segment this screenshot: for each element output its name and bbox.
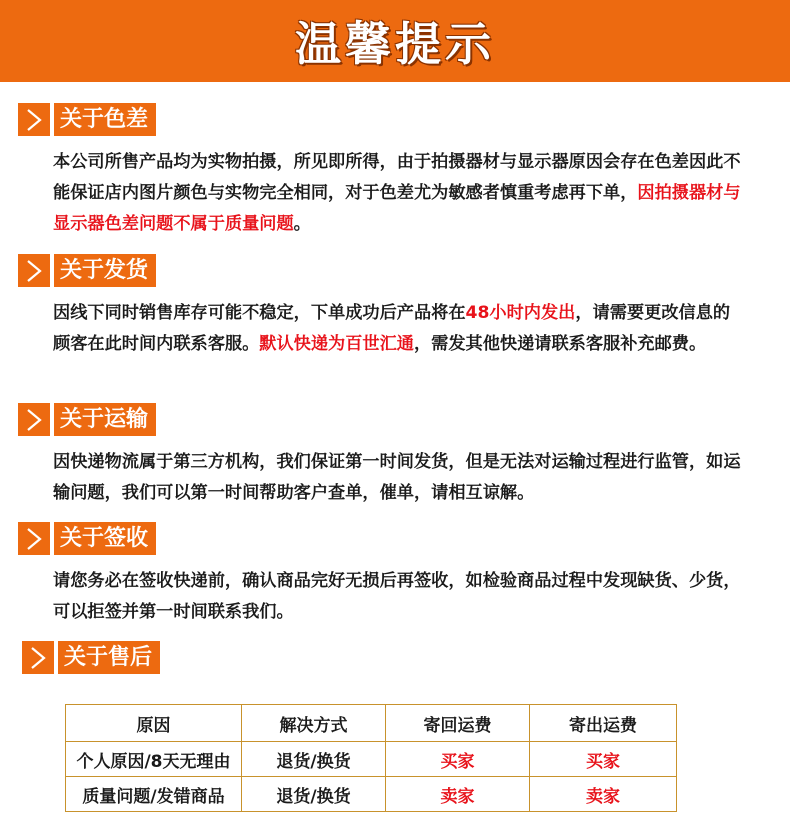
table-cell: 卖家 xyxy=(386,777,530,812)
header-banner xyxy=(0,0,790,82)
section-label: 关于售后 xyxy=(58,641,160,674)
body-text: ，请需要更改信息的顾客在此时间内联系客服。 xyxy=(53,303,731,354)
section-body-shipping xyxy=(53,298,743,360)
section-heading-signing xyxy=(18,522,156,555)
section-heading-color-difference xyxy=(18,103,156,136)
chevron-right-icon xyxy=(18,403,50,436)
table-header-cell: 解决方式 xyxy=(242,705,386,742)
table-cell: 退货/换货 xyxy=(242,742,386,777)
section-body-signing xyxy=(53,566,743,628)
chevron-right-icon xyxy=(22,641,54,674)
section-body-color-difference xyxy=(53,147,743,240)
page-title: 温馨提示 xyxy=(295,17,495,71)
highlight-text: 默认快递为百世汇通 xyxy=(259,334,414,354)
section-heading-shipping xyxy=(18,254,156,287)
table-header-row xyxy=(66,705,677,742)
section-heading-transport xyxy=(18,403,156,436)
table-header-cell: 原因 xyxy=(66,705,242,742)
body-text: 。 xyxy=(293,214,311,234)
highlight-text: 因拍摄器材与显示器色差问题不属于质量问题 xyxy=(53,183,741,234)
table-row xyxy=(66,742,677,777)
chevron-right-icon xyxy=(18,103,50,136)
body-text: 请您务必在签收快递前，确认商品完好无损后再签收，如检验商品过程中发现缺货、少货，可以拒签并第一时间联系我们。 xyxy=(53,571,741,622)
table-cell: 卖家 xyxy=(530,777,677,812)
body-text: ，需发其他快递请联系客服补充邮费。 xyxy=(413,334,707,354)
highlight-text: 48小时内发出 xyxy=(465,303,576,323)
body-text: 本公司所售产品均为实物拍摄，所见即所得，由于拍摄器材与显示器原因会存在色差因此不能保证店内图片颜色与实物完全相同，对于色差尤为敏感者慎重考虑再下单， xyxy=(53,152,741,203)
table-cell: 个人原因/8天无理由 xyxy=(66,742,242,777)
table-cell: 退货/换货 xyxy=(242,777,386,812)
table-header-cell: 寄回运费 xyxy=(386,705,530,742)
section-body-transport xyxy=(53,447,743,509)
table-cell: 买家 xyxy=(530,742,677,777)
table-cell: 质量问题/发错商品 xyxy=(66,777,242,812)
table-header-cell: 寄出运费 xyxy=(530,705,677,742)
chevron-right-icon xyxy=(18,522,50,555)
section-label: 关于发货 xyxy=(54,254,156,287)
section-label: 关于运输 xyxy=(54,403,156,436)
body-text: 因快递物流属于第三方机构，我们保证第一时间发货，但是无法对运输过程进行监管，如运输问题，我们可以第一时间帮助客户查单，催单，请相互谅解。 xyxy=(53,452,741,503)
chevron-right-icon xyxy=(18,254,50,287)
section-heading-after-sales xyxy=(22,641,160,674)
body-text: 因线下同时销售库存可能不稳定，下单成功后产品将在 xyxy=(53,303,466,323)
section-label: 关于签收 xyxy=(54,522,156,555)
table-cell: 买家 xyxy=(386,742,530,777)
table-row xyxy=(66,777,677,812)
section-label: 关于色差 xyxy=(54,103,156,136)
after-sales-table xyxy=(65,704,677,812)
